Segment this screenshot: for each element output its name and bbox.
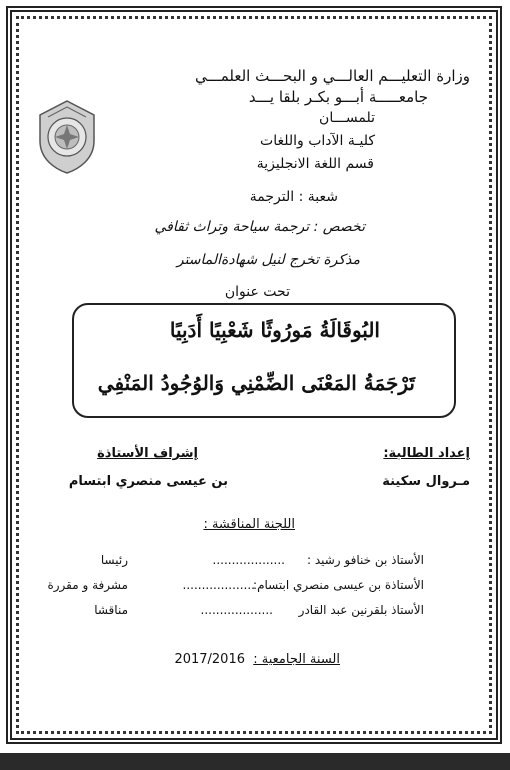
member-3-name: الأستاذ بلقرنين عبد القادر: [298, 603, 424, 617]
under-title-line: تحت عنوان: [224, 284, 290, 300]
prepared-label: إعداد الطالبة:: [383, 446, 470, 461]
member-3-role: مناقشا: [94, 603, 128, 617]
year-label: السنة الجامعية :: [253, 652, 340, 667]
member-2-dots: ...................: [182, 578, 255, 592]
student-name: مـروال سكينة: [382, 474, 470, 489]
university-emblem-icon: [34, 97, 100, 175]
title-line-1: البُوقَالَةُ مَورُوثًا شَعْبِيًا أَدَبِيًا: [169, 318, 380, 342]
city-line: تلمســـان: [319, 110, 375, 126]
member-3-dots: ...................: [200, 603, 273, 617]
member-1-dots: ...................: [212, 553, 285, 567]
member-2-name: الأستاذة بن عيسى منصري ابتسام:: [253, 578, 424, 592]
branch-line: شعبة : الترجمة: [249, 189, 338, 205]
department-line: قسم اللغة الانجليزية: [256, 156, 374, 172]
university-line: جامعـــــة أبـــو بكـر بلقا يـــد: [248, 88, 428, 106]
faculty-line: كليـة الآداب واللغات: [260, 133, 375, 149]
member-1-name: الأستاذ بن خنافو رشيد :: [306, 553, 424, 567]
member-1-role: رئيسا: [100, 553, 128, 567]
supervisor-name: بن عيسى منصري ابتسام: [68, 474, 228, 489]
ministry-line: وزارة التعليـــم العالـــي و البحـــث العلمـــي: [195, 67, 470, 85]
committee-heading: اللجنة المناقشة :: [203, 517, 295, 532]
thesis-line: مذكرة تخرج لنيل شهادةالماستر: [176, 252, 360, 268]
supervision-label: إشراف الأستاذة: [97, 446, 198, 461]
specialty-line: تخصص : ترجمة سياحة وتراث ثقافي: [154, 219, 365, 235]
member-2-role: مشرفة و مقررة: [47, 578, 128, 592]
academic-year: 2017/2016: [174, 652, 245, 667]
title-line-2: تَرْجَمَةُ المَعْنَى الضِّمْنِي وَالوُجُودُ المَنْفِي: [97, 371, 415, 395]
bottom-bar: [0, 753, 510, 770]
